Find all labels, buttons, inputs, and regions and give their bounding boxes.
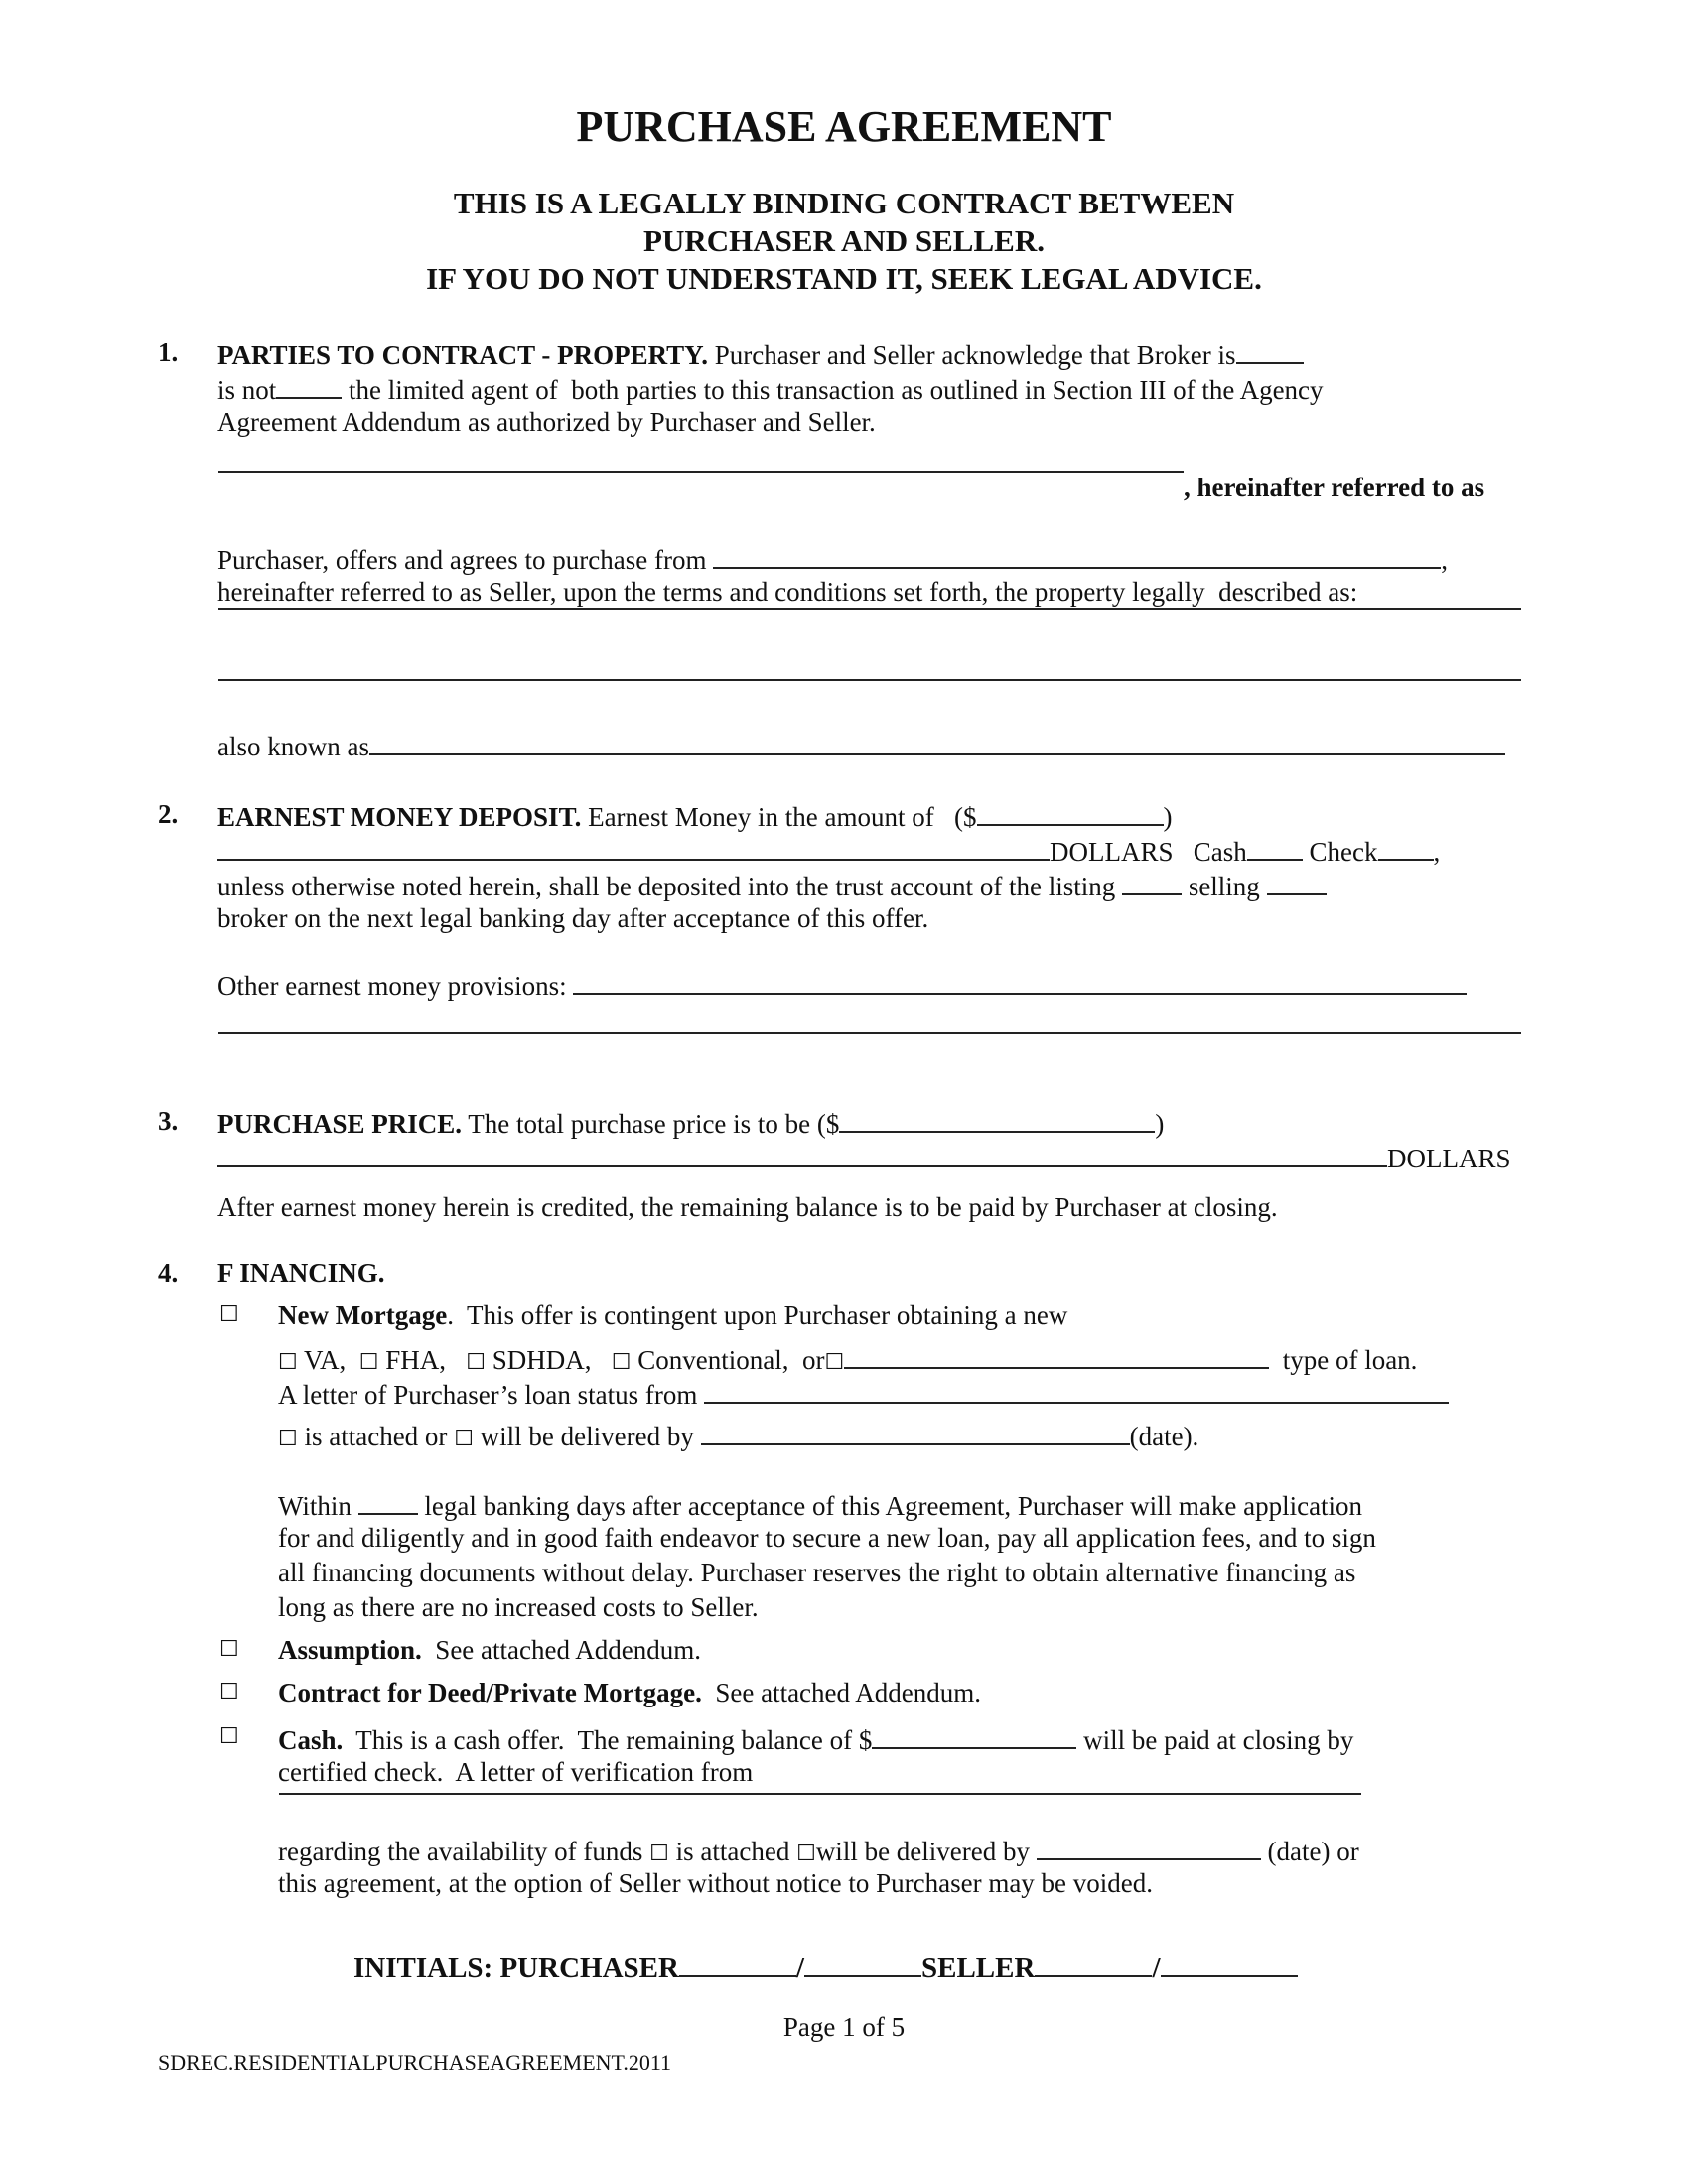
also-known-line: also known as <box>217 727 1505 763</box>
cash-blank[interactable] <box>1247 832 1303 861</box>
section-2-line-4: broker on the next legal banking day after acceptance of this offer. <box>217 903 929 933</box>
purchaser-initials-2[interactable] <box>804 1948 921 1977</box>
funds-attached-checkbox[interactable]: ☐ <box>649 1842 669 1866</box>
contract-for-deed-line: Contract for Deed/Private Mortgage. See attached Addendum. <box>278 1678 982 1707</box>
seller-name-field[interactable] <box>713 540 1441 569</box>
section-1-line-3: Agreement Addendum as authorized by Purchaser and Seller. <box>217 407 876 437</box>
section-2-line-1: EARNEST MONEY DEPOSIT. Earnest Money in the amount of ($ ) <box>217 797 1173 834</box>
section-1-heading: PARTIES TO CONTRACT - PROPERTY. <box>217 341 708 370</box>
loan-type-line: ☐ VA, ☐ FHA, ☐ SDHDA, ☐ Conventional, or☐ type of loan. <box>278 1340 1417 1380</box>
section-4-heading: F INANCING. <box>217 1258 385 1288</box>
broker-is-not-blank[interactable] <box>276 370 342 399</box>
legal-description-field-1[interactable] <box>218 608 1521 610</box>
broker-is-blank[interactable] <box>1236 336 1304 364</box>
seller-initials-1[interactable] <box>1035 1948 1152 1977</box>
other-provisions-field-1[interactable] <box>573 966 1467 995</box>
section-2-line-3: unless otherwise noted herein, shall be deposited into the trust account of the listing selling <box>217 867 1327 903</box>
contract-for-deed-checkbox[interactable]: ☐ <box>219 1680 239 1705</box>
referred-as-text: , hereinafter referred to as <box>1184 473 1485 502</box>
form-identifier: SDREC.RESIDENTIALPURCHASEAGREEMENT.2011 <box>158 2050 672 2075</box>
section-2-heading: EARNEST MONEY DEPOSIT. <box>217 802 582 832</box>
section-2-line-2: DOLLARS Cash Check , <box>217 832 1440 869</box>
assumption-checkbox[interactable]: ☐ <box>219 1637 239 1662</box>
other-loan-type-field[interactable] <box>844 1340 1269 1369</box>
section-3-balance: After earnest money herein is credited, the remaining balance is to be paid by Purchaser at closing. <box>217 1192 1278 1222</box>
earnest-amount-field[interactable] <box>977 797 1164 826</box>
initials-line: INITIALS: PURCHASER / SELLER / <box>353 1948 1298 1984</box>
other-loan-checkbox[interactable]: ☐ <box>824 1350 845 1375</box>
section-2-number: 2. <box>158 799 179 829</box>
earnest-dollars-field[interactable] <box>217 832 1050 861</box>
funds-date-field[interactable] <box>1037 1832 1261 1860</box>
section-3-number: 3. <box>158 1106 179 1136</box>
page-number: Page 1 of 5 <box>782 2012 906 2042</box>
within-days-line: Within legal banking days after acceptance of this Agreement, Purchaser will make application <box>278 1486 1362 1523</box>
subtitle-line-1: THIS IS A LEGALLY BINDING CONTRACT BETWEEN <box>453 186 1235 220</box>
loan-letter-date-field[interactable] <box>701 1417 1130 1445</box>
voided-line: this agreement, at the option of Seller without notice to Purchaser may be voided. <box>278 1868 1154 1898</box>
new-mortgage-line: New Mortgage. This offer is contingent upon Purchaser obtaining a new <box>278 1300 1068 1330</box>
seller-terms-line: hereinafter referred to as Seller, upon the terms and conditions set forth, the property legally described as: <box>217 577 1358 607</box>
assumption-line: Assumption. See attached Addendum. <box>278 1635 701 1665</box>
purchase-price-field[interactable] <box>839 1104 1155 1133</box>
loan-letter-delivery-line: ☐ is attached or ☐ will be delivered by (date). <box>278 1417 1198 1456</box>
also-known-field[interactable] <box>369 727 1505 755</box>
certified-check-line: certified check. A letter of verification from <box>278 1757 754 1787</box>
section-1-line-1: PARTIES TO CONTRACT - PROPERTY. Purchaser and Seller acknowledge that Broker is <box>217 336 1304 372</box>
letter-attached-checkbox[interactable]: ☐ <box>278 1427 298 1451</box>
cash-balance-field[interactable] <box>872 1720 1076 1749</box>
va-checkbox[interactable]: ☐ <box>278 1350 298 1375</box>
purchaser-initials-1[interactable] <box>679 1948 796 1977</box>
section-3-heading: PURCHASE PRICE. <box>217 1109 463 1139</box>
letter-delivered-checkbox[interactable]: ☐ <box>454 1427 474 1451</box>
fha-checkbox[interactable]: ☐ <box>358 1350 379 1375</box>
legal-description-field-2[interactable] <box>218 679 1521 681</box>
financing-para-3: all financing documents without delay. Purchaser reserves the right to obtain alternative financing as <box>278 1558 1356 1587</box>
section-3-line-2: DOLLARS <box>217 1139 1511 1175</box>
seller-initials-2[interactable] <box>1161 1948 1298 1977</box>
new-mortgage-checkbox[interactable]: ☐ <box>219 1302 239 1327</box>
loan-status-line: A letter of Purchaser’s loan status from <box>278 1375 1449 1412</box>
selling-blank[interactable] <box>1267 867 1327 895</box>
section-1-line-2: is not the limited agent of both parties to this transaction as outlined in Section III of the Agency <box>217 370 1324 407</box>
funds-delivered-checkbox[interactable]: ☐ <box>796 1842 816 1866</box>
offers-from-line: Purchaser, offers and agrees to purchase from , <box>217 540 1448 577</box>
other-provisions-line: Other earnest money provisions: <box>217 966 1467 1003</box>
listing-blank[interactable] <box>1122 867 1182 895</box>
verification-from-field[interactable] <box>279 1793 1361 1795</box>
purchase-price-dollars-field[interactable] <box>217 1139 1387 1167</box>
section-1-number: 1. <box>158 338 179 367</box>
cash-line: Cash. This is a cash offer. The remaining balance of $ will be paid at closing by <box>278 1720 1353 1757</box>
purchaser-name-field[interactable] <box>218 471 1184 473</box>
cash-checkbox[interactable]: ☐ <box>219 1724 239 1749</box>
page-title: PURCHASE AGREEMENT <box>576 102 1112 151</box>
banking-days-field[interactable] <box>358 1486 418 1515</box>
section-3-line-1: PURCHASE PRICE. The total purchase price is to be ($ ) <box>217 1104 1164 1141</box>
financing-para-4: long as there are no increased costs to Seller. <box>278 1592 759 1622</box>
other-provisions-field-2[interactable] <box>218 1032 1521 1034</box>
section-4-number: 4. <box>158 1258 179 1288</box>
subtitle-line-3: IF YOU DO NOT UNDERSTAND IT, SEEK LEGAL ADVICE. <box>426 261 1262 296</box>
sdhda-checkbox[interactable]: ☐ <box>466 1350 486 1375</box>
check-blank[interactable] <box>1378 832 1434 861</box>
financing-para-2: for and diligently and in good faith endeavor to secure a new loan, pay all application fees, and to sign <box>278 1523 1376 1553</box>
availability-line: regarding the availability of funds ☐ is attached ☐will be delivered by (date) or <box>278 1832 1359 1871</box>
conventional-checkbox[interactable]: ☐ <box>611 1350 632 1375</box>
subtitle-line-2: PURCHASER AND SELLER. <box>643 223 1045 258</box>
loan-status-from-field[interactable] <box>704 1375 1449 1404</box>
